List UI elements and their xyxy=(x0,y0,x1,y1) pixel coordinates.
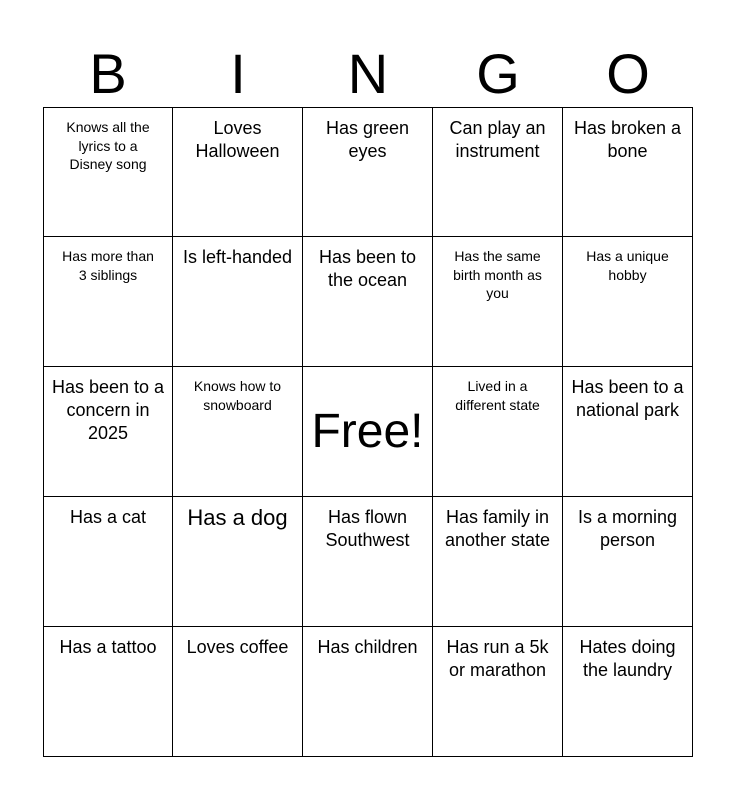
cell-text: Has a cat xyxy=(69,507,147,527)
bingo-cell xyxy=(173,367,303,497)
cell-text: Has been to the ocean xyxy=(318,247,417,290)
bingo-cell xyxy=(563,627,693,757)
cell-text: Is left-handed xyxy=(182,247,293,267)
cell-text: Has a tattoo xyxy=(59,637,157,657)
cell-text: Has more than 3 siblings xyxy=(62,248,154,283)
header-letter-g: G xyxy=(476,42,520,105)
cell-text: Knows all the lyrics to a Disney song xyxy=(66,119,150,172)
bingo-cell xyxy=(303,107,433,237)
cell-text: Has family in another state xyxy=(444,507,551,550)
bingo-cell xyxy=(173,497,303,627)
cell-text: Lived in a different state xyxy=(455,378,540,413)
bingo-cell xyxy=(43,627,173,757)
bingo-cell xyxy=(433,497,563,627)
bingo-cell xyxy=(433,237,563,367)
bingo-cell xyxy=(433,107,563,237)
bingo-board xyxy=(43,107,693,757)
bingo-cell xyxy=(173,237,303,367)
header-letter-o: O xyxy=(606,42,650,105)
header-letter-i: I xyxy=(230,42,246,105)
cell-text: Is a morning person xyxy=(577,507,678,550)
cell-text: Has flown Southwest xyxy=(325,507,410,550)
cell-text: Hates doing the laundry xyxy=(579,637,676,680)
bingo-cell xyxy=(563,237,693,367)
cell-text: Has been to a concern in 2025 xyxy=(51,377,165,443)
cell-text: Knows how to snowboard xyxy=(193,378,282,413)
bingo-cell xyxy=(173,627,303,757)
bingo-cell xyxy=(563,367,693,497)
header-letter-n: N xyxy=(347,42,389,105)
bingo-cell xyxy=(433,627,563,757)
bingo-cell xyxy=(563,497,693,627)
cell-text: Has the same birth month as you xyxy=(453,248,542,301)
bingo-cell xyxy=(43,497,173,627)
header-letter-b: B xyxy=(89,42,127,105)
cell-text: Has been to a national park xyxy=(571,377,684,420)
cell-text: Has a unique hobby xyxy=(586,248,669,283)
cell-text: Loves coffee xyxy=(186,637,289,657)
bingo-cell xyxy=(303,627,433,757)
cell-text: Has a dog xyxy=(187,505,288,530)
bingo-cell xyxy=(43,237,173,367)
cell-text: Has broken a bone xyxy=(573,118,682,161)
cell-text: Can play an instrument xyxy=(449,118,546,161)
cell-text: Has green eyes xyxy=(325,118,410,161)
bingo-cell xyxy=(563,107,693,237)
cell-text: Has children xyxy=(317,637,418,657)
bingo-header xyxy=(43,40,693,108)
free-space-cell xyxy=(303,367,433,497)
bingo-cell xyxy=(43,367,173,497)
bingo-cell xyxy=(303,237,433,367)
bingo-cell xyxy=(433,367,563,497)
free-space-text: Free! xyxy=(311,404,424,458)
bingo-cell xyxy=(173,107,303,237)
cell-text: Loves Halloween xyxy=(195,118,280,161)
bingo-cell xyxy=(43,107,173,237)
bingo-cell xyxy=(303,497,433,627)
cell-text: Has run a 5k or marathon xyxy=(446,637,549,680)
